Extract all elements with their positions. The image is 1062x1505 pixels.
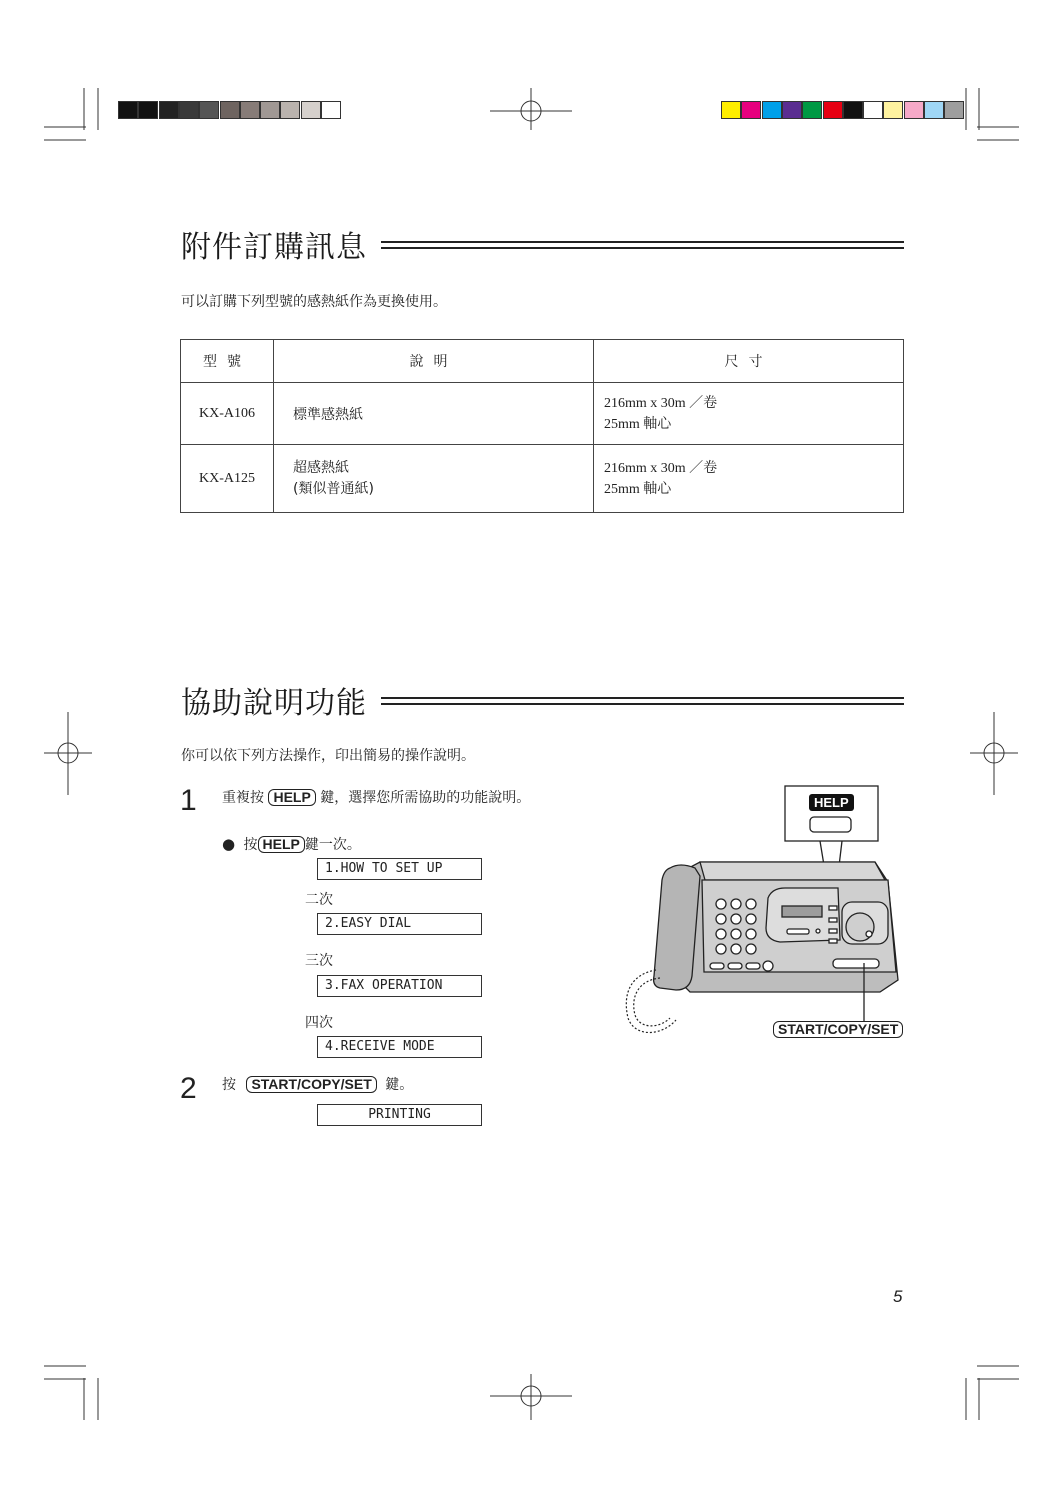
row-size-line2: 25mm 軸心 (604, 416, 672, 432)
color-swatch (904, 101, 924, 119)
color-swatch (280, 101, 300, 119)
row-description-line2: (類似普通紙) (293, 480, 374, 497)
color-swatch (721, 101, 741, 119)
step2-number: 2 (180, 1072, 197, 1105)
step1-number: 1 (180, 784, 197, 817)
press-count-label: 三次 (305, 953, 333, 969)
step1-instruction (222, 787, 530, 807)
step1-bullet (222, 834, 361, 854)
header-size: 尺寸 (594, 340, 904, 383)
color-swatch (179, 101, 199, 119)
color-swatch (741, 101, 761, 119)
color-swatch (260, 101, 280, 119)
row-description-line1: 超感熱紙 (293, 459, 349, 476)
row-size-line1: 216mm x 30m ／卷 (604, 460, 718, 476)
start-copy-set-callout-label: START/COPY/SET (773, 1021, 903, 1038)
table-row (181, 445, 904, 513)
section2-title: 協助說明功能 (181, 686, 367, 721)
help-key-label: HELP (258, 836, 305, 853)
color-swatch (782, 101, 802, 119)
bullet-icon: ● (222, 835, 236, 853)
color-swatch (138, 101, 158, 119)
press-count-label: 二次 (305, 892, 333, 908)
page-number: 5 (893, 1287, 903, 1306)
bullet-text-before: 按 (243, 837, 258, 853)
row-size (594, 445, 904, 513)
help-key-badge: HELP (809, 794, 854, 811)
color-swatch (883, 101, 903, 119)
lcd-display-4: 4.RECEIVE MODE (317, 1036, 482, 1058)
color-swatch (924, 101, 944, 119)
row-model: KX-A125 (181, 445, 274, 513)
accessory-table (180, 339, 904, 513)
color-swatch (199, 101, 219, 119)
color-swatch (159, 101, 179, 119)
header-description: 說明 (274, 340, 594, 383)
press-count-label: 四次 (305, 1015, 333, 1031)
color-swatch (762, 101, 782, 119)
row-description-line1: 標準感熱紙 (293, 406, 363, 423)
color-swatch (863, 101, 883, 119)
help-key-label: HELP (268, 789, 315, 806)
section2-title-rule (381, 697, 904, 705)
color-swatch (301, 101, 321, 119)
step1-text-after: 鍵，選擇您所需協助的功能說明。 (320, 790, 531, 806)
row-size (594, 383, 904, 445)
section1-title-rule (381, 241, 904, 249)
step2-text-before: 按 (222, 1077, 236, 1093)
color-swatch (802, 101, 822, 119)
lcd-display-2: 2.EASY DIAL (317, 913, 482, 935)
header-model: 型號 (181, 340, 274, 383)
color-swatch (321, 101, 341, 119)
section1-intro: 可以訂購下列型號的感熱紙作為更換使用。 (181, 294, 447, 310)
section1-title: 附件訂購訊息 (181, 230, 367, 265)
lcd-display-1: 1.HOW TO SET UP (317, 858, 482, 880)
color-swatch (843, 101, 863, 119)
lcd-display-printing: PRINTING (317, 1104, 482, 1126)
color-swatch (944, 101, 964, 119)
start-copy-set-key-label: START/COPY/SET (246, 1076, 376, 1093)
lcd-display-3: 3.FAX OPERATION (317, 975, 482, 997)
fax-machine-illustration (620, 780, 910, 1040)
table-header-row (181, 340, 904, 383)
step2-instruction (222, 1074, 413, 1094)
row-description (274, 383, 594, 445)
row-size-line1: 216mm x 30m ／卷 (604, 395, 718, 411)
table-row (181, 383, 904, 445)
color-swatch (823, 101, 843, 119)
color-swatch (118, 101, 138, 119)
section2-intro: 你可以依下列方法操作，印出簡易的操作說明。 (181, 748, 475, 764)
bullet-text-after: 鍵一次。 (304, 837, 361, 853)
row-description (274, 445, 594, 513)
step2-text-after: 鍵。 (385, 1077, 414, 1093)
step1-text-before: 重複按 (222, 790, 264, 806)
color-swatch (220, 101, 240, 119)
row-model: KX-A106 (181, 383, 274, 445)
row-size-line2: 25mm 軸心 (604, 481, 672, 497)
color-swatch (240, 101, 260, 119)
